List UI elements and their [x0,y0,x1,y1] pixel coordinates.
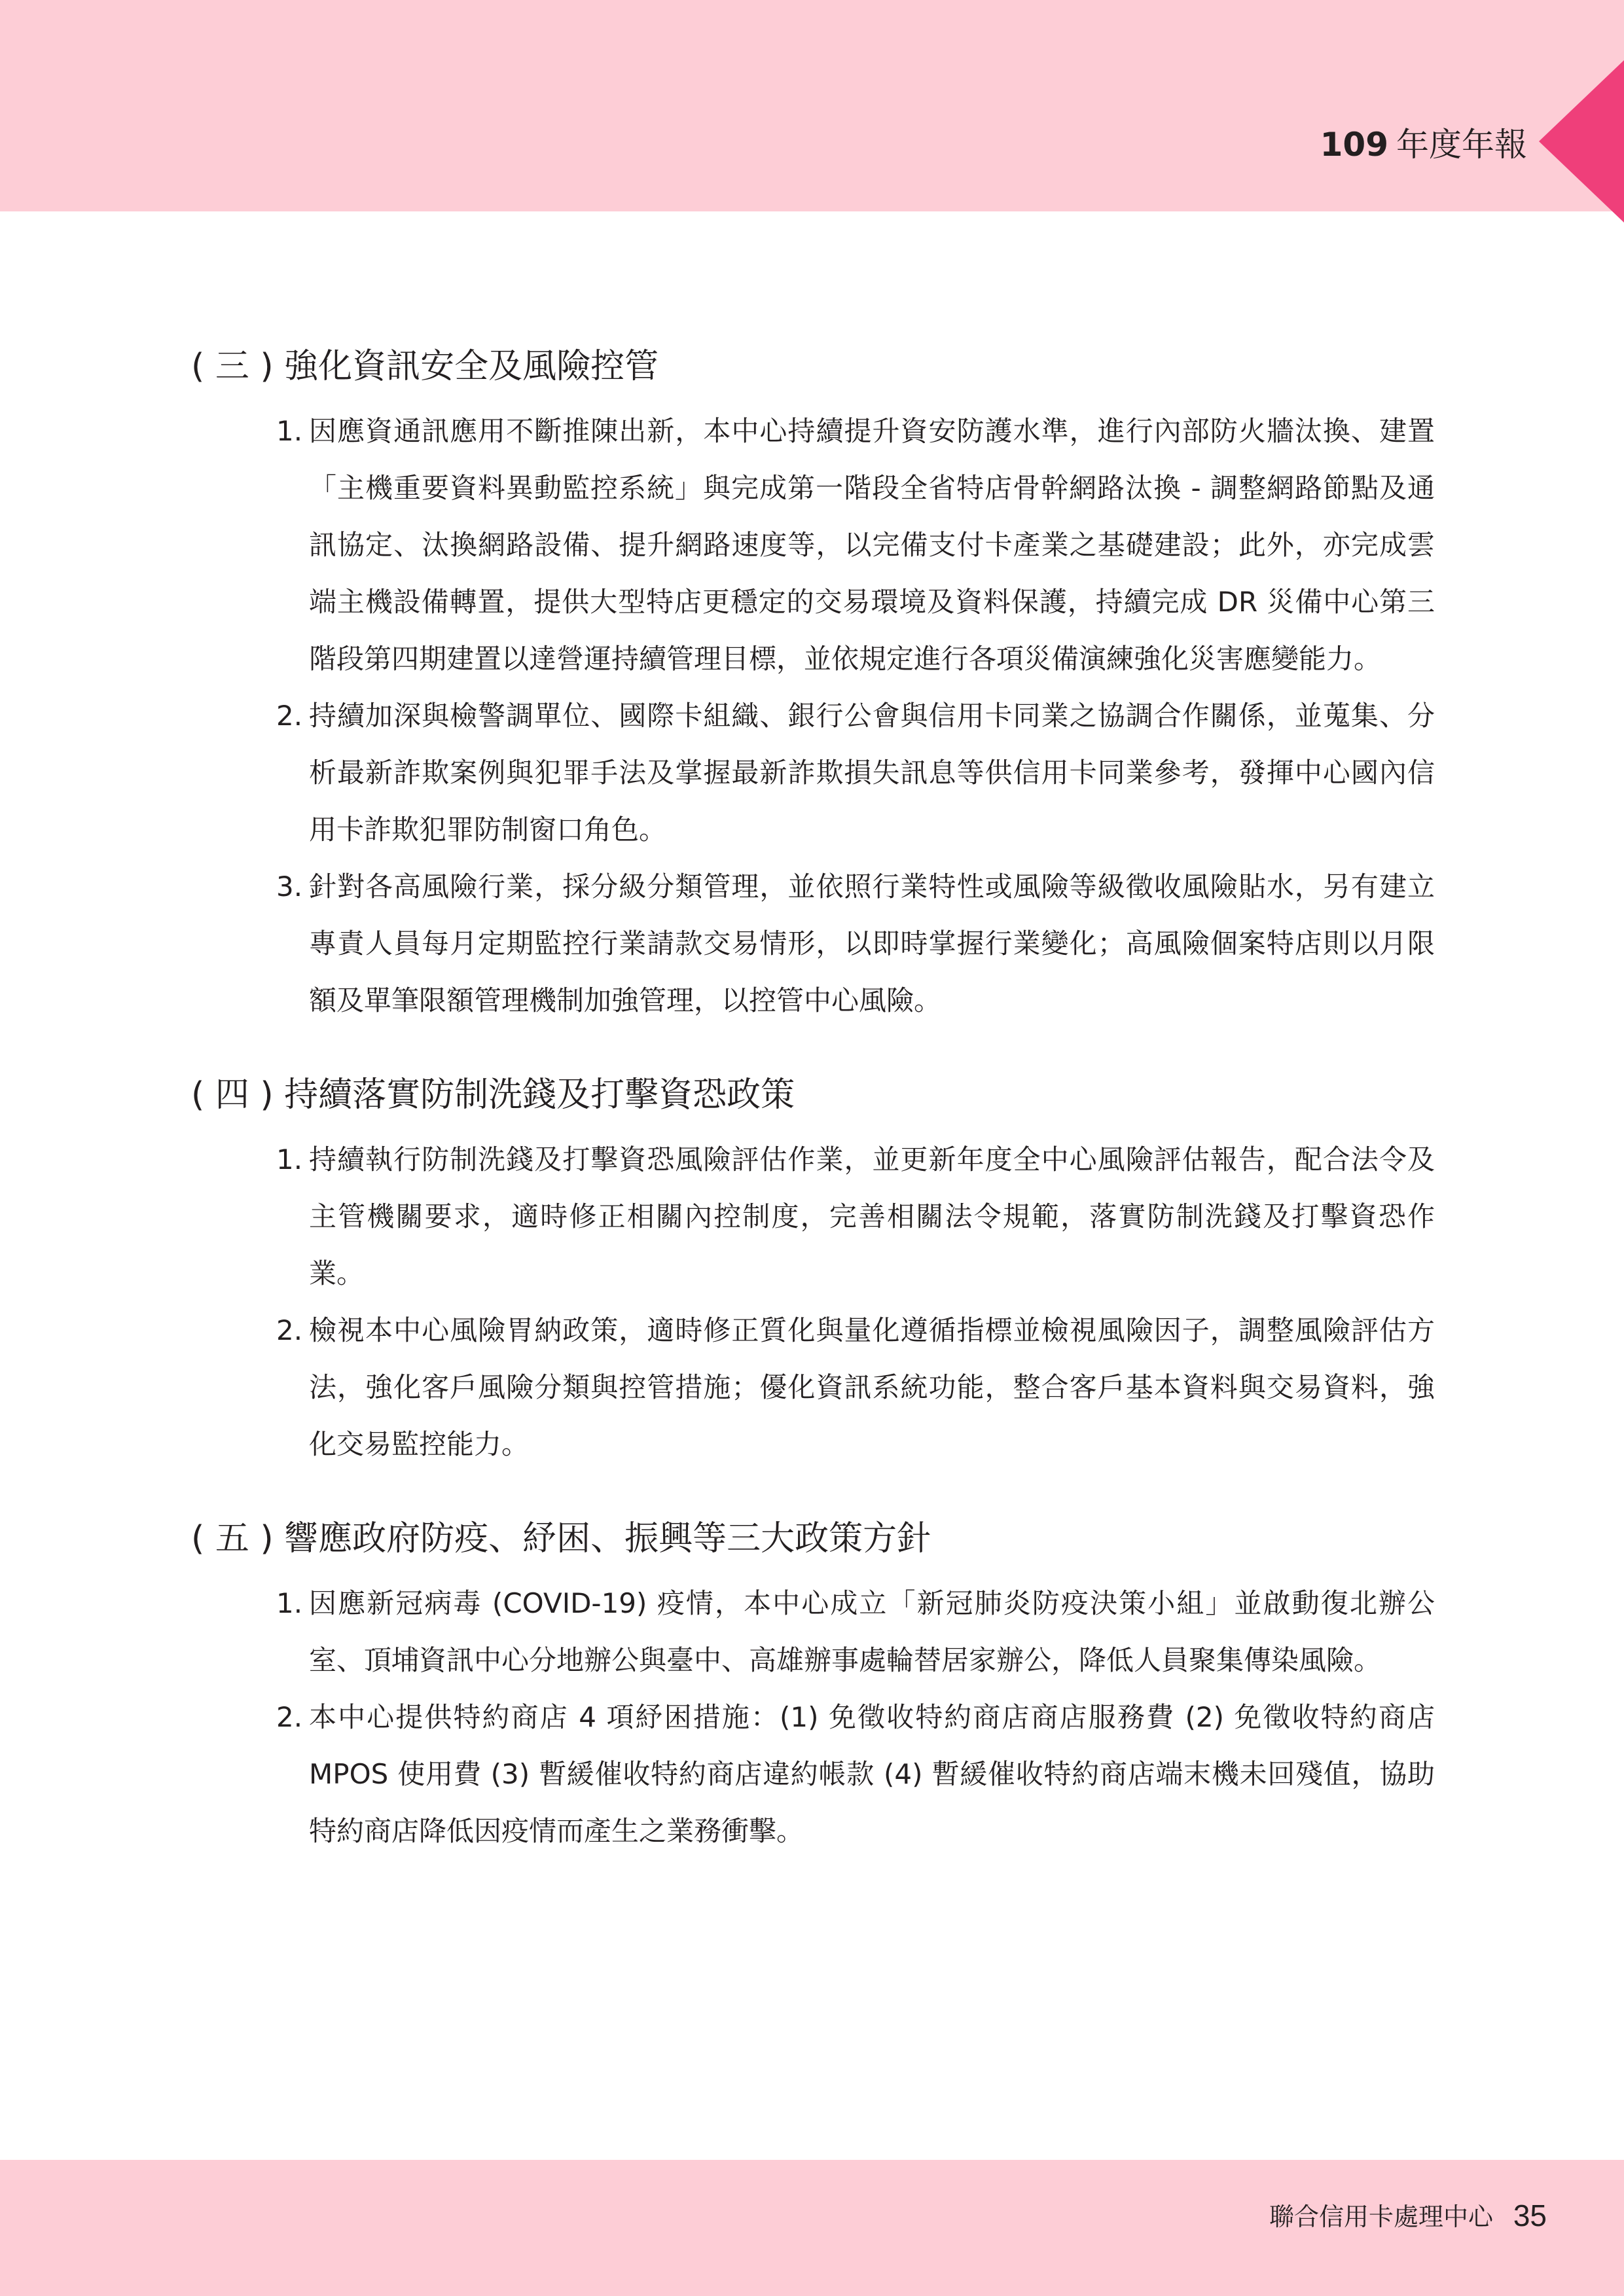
item-number: 3. [276,870,303,903]
item-text: 持續執行防制洗錢及打擊資恐風險評估作業，並更新年度全中心風險評估報告，配合法令及主管機關要求，適時修正相關內控制度，完善相關法令規範，落實防制洗錢及打擊資恐作業。 [309,1143,1435,1289]
section-list [191,1131,1435,1473]
report-title-text: 年度年報 [1396,126,1527,164]
footer-organization: 聯合信用卡處理中心 [1269,2202,1493,2231]
header-band [0,0,1624,211]
item-text: 因應新冠病毒 (COVID-19) 疫情，本中心成立「新冠肺炎防疫決策小組」並啟動復北辦公室、頂埔資訊中心分地辦公與臺中、高雄辦事處輪替居家辦公，降低人員聚集傳染風險。 [309,1587,1435,1676]
item-text: 針對各高風險行業，採分級分類管理，並依照行業特性或風險等級徵收風險貼水，另有建立專責人員每月定期監控行業請款交易情形，以即時掌握行業變化；高風險個案特店則以月限額及單筆限額管理機制加強管理，以控管中心風險。 [309,870,1435,1016]
item-number: 1. [276,1587,303,1619]
item-text: 因應資通訊應用不斷推陳出新，本中心持續提升資安防護水準，進行內部防火牆汰換、建置「主機重要資料異動監控系統」與完成第一階段全省特店骨幹網路汰換 - 調整網路節點及通訊協定、汰換網路設備、提升網路速度等，以完備支付卡產業之基礎建設；此外，亦完成雲端主機設備轉置，提供大型特店更穩定的交易環境及資料保護，持續完成 DR 災備中心第三階段第四期建置以達營運持續管理目標，並依規定進行各項災備演練強化災害應變能力。 [309,415,1435,675]
section-info-security [191,337,1435,1029]
item-number: 2. [276,1314,303,1346]
list-item [191,1131,1435,1302]
item-number: 1. [276,1143,303,1175]
report-year: 109 [1320,126,1388,164]
list-item [191,1689,1435,1859]
item-text: 檢視本中心風險胃納政策，適時修正質化與量化遵循指標並檢視風險因子，調整風險評估方法，強化客戶風險分類與控管措施；優化資訊系統功能，整合客戶基本資料與交易資料，強化交易監控能力。 [309,1314,1435,1460]
list-item [191,858,1435,1029]
section-list [191,1575,1435,1859]
section-title: ( 五 ) 響應政府防疫、紓困、振興等三大政策方針 [191,1519,931,1558]
section-government-policy [191,1509,1435,1859]
item-text: 持續加深與檢警調單位、國際卡組織、銀行公會與信用卡同業之協調合作關係，並蒐集、分析最新詐欺案例與犯罪手法及掌握最新詐欺損失訊息等供信用卡同業參考，發揮中心國內信用卡詐欺犯罪防制窗口角色。 [309,700,1435,846]
page-content [191,337,1435,1896]
list-item [191,403,1435,687]
section-title: ( 三 ) 強化資訊安全及風險控管 [191,347,659,386]
section-aml [191,1066,1435,1473]
section-list [191,403,1435,1029]
page-number: 35 [1513,2198,1547,2233]
list-item [191,1302,1435,1473]
report-title [1320,122,1527,168]
item-number: 2. [276,700,303,732]
item-number: 1. [276,415,303,447]
header-triangle-marker [1539,60,1624,223]
list-item [191,687,1435,858]
item-number: 2. [276,1701,303,1733]
section-title: ( 四 ) 持續落實防制洗錢及打擊資恐政策 [191,1075,795,1115]
list-item [191,1575,1435,1689]
item-text: 本中心提供特約商店 4 項紓困措施：(1) 免徵收特約商店商店服務費 (2) 免徵收特約商店 MPOS 使用費 (3) 暫緩催收特約商店違約帳款 (4) 暫緩催收特約商店端末機未回殘值，協助特約商店降低因疫情而產生之業務衝擊。 [309,1701,1435,1847]
